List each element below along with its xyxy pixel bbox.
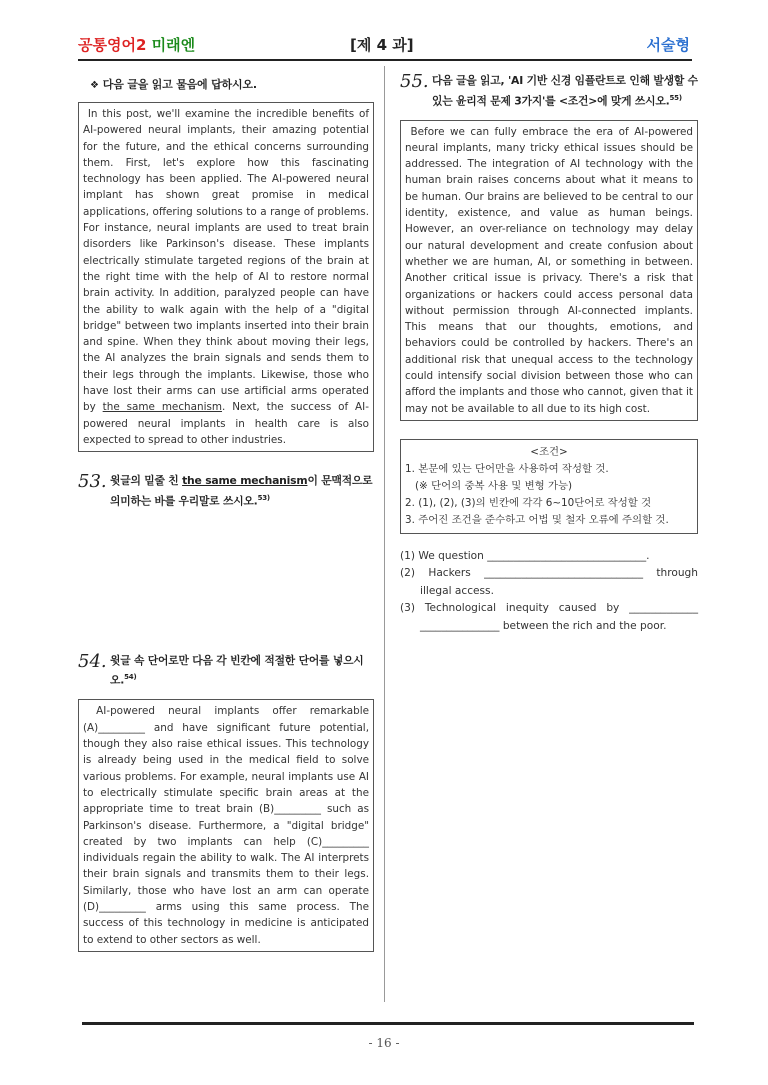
question-55-text [432,72,698,110]
question-type: 서술형 [646,36,690,54]
passage-1-after: . Next, the success of AI-powered neural implants in health care is also expected to spread to other industries. [83,401,369,446]
instruction-text: 다음 글을 읽고 물음에 답하시오. [102,78,257,91]
conditions-title: <조건> [530,445,568,458]
footer-rule [82,1022,694,1025]
right-column [400,72,698,635]
condition-2: 2. (1), (2), (3)의 빈칸에 각각 6~10단어로 작성할 것 [405,496,652,509]
publisher-name: 미래엔 [151,36,196,54]
q54-text: 윗글 속 단어로만 다음 각 빈칸에 적절한 단어를 넣으시오. [110,653,364,687]
subject-title [78,34,195,55]
answer-space-53 [78,510,374,652]
q53-underlined: the same mechanism [182,474,308,488]
question-54 [78,652,374,690]
answer-lines [400,548,698,636]
question-55-number: 55. [400,71,429,92]
question-53-text [110,472,374,510]
passage-1-underlined: the same mechanism [102,401,223,414]
q55-ref: 55) [669,93,682,102]
page-number: - 16 - [368,1036,400,1050]
instruction [90,76,374,92]
lesson-title: [제 4 과] [350,36,414,54]
passage-1-before: In this post, we'll examine the incredible benefits of AI-powered neural implants, their amazing potential for the future, and the ethical concerns surrounding them. First, let's explore how this fascinating technology has been applied. The AI-powered neural implant has shown great promise in medical applications, offering solutions to a range of problems. For instance, neural implants are used to treat brain disorders like Parkinson's disease. These implants electrically stimulate targeted regions of the brain at the right time with the help of AI to restore normal brain activity. In addition, paralyzed people can have the ability to walk again with the help of a "digital bridge" between two implants inserted into their brain and spine. When they think about moving their legs, the AI analyzes the brain signals and sends them to their legs through the implants. Likewise, those who have lost their arms can use artificial arms operated by [83,108,369,414]
left-column [78,72,374,952]
conditions-box [400,439,698,534]
question-53 [78,472,374,510]
diamond-bullet-icon: ❖ [90,80,99,91]
passage-box-2 [78,699,374,951]
q53-before: 윗글의 밑줄 친 [110,474,183,488]
question-55 [400,72,698,110]
answer-1: (1) We question ______________________________. [400,549,650,562]
condition-1: 1. 본문에 있는 단어만을 사용하여 작성할 것. [405,462,609,475]
q55-text: 다음 글을 읽고, 'AI 기반 신경 임플란트로 인해 발생할 수 있는 윤리적 문제 3가지'를 <조건>에 맞게 쓰시오. [432,74,698,108]
q53-ref: 53) [257,493,270,502]
answer-3: (3) Technological inequity caused by _____________ _______________ between the rich and the poor. [400,602,698,632]
answer-2: (2) Hackers ______________________________ through illegal access. [400,567,698,597]
question-54-text [110,652,374,690]
passage-2-text: AI-powered neural implants offer remarkable (A)_________ and have significant future potential, though they also raise ethical issues. This technology is already being used in the medical field to solve various problems. For example, neural implants use AI to electrically stimulate specific brain areas at the appropriate time to treat brain (B)_________ such as Parkinson's disease. Furthermore, a "digital bridge" created by two implants can help (C)_________ individuals regain the ability to walk. The AI interprets their brain signals and transmits them to their legs. Similarly, those who have lost an arm can operate (D)_________ arms using this same process. The success of this technology in medicine is anticipated to extend to other sectors as well. [83,705,370,946]
condition-3: 3. 주어진 조건을 준수하고 어법 및 철자 오류에 주의할 것. [405,513,669,526]
header-rule [78,59,692,61]
subject-name: 공통영어2 [78,36,147,54]
passage-3-text: Before we can fully embrace the era of AI-powered neural implants, many tricky ethical issues should be addressed. The integration of AI technology with the human brain raises concerns about what it means to be human. Our brains are believed to be central to our identity, existence, and value as human beings. However, an over-reliance on technology may delay our natural development and create confusion about whether we are human, AI, or something in between. Another critical issue is privacy. There's a risk that organizations or hackers could access personal data without permission through AI-connected implants. This means that our thoughts, emotions, and behaviors could be controlled by hackers. There's an additional risk that unequal access to the technology could intensify social division between those who can afford the implants and those who cannot, given that it may not be available to all due to its high cost. [405,125,693,415]
q54-ref: 54) [124,673,137,682]
question-54-number: 54. [78,650,107,672]
passage-box-3 [400,120,698,421]
page-header [78,28,692,62]
column-divider [384,66,385,1002]
passage-box-1 [78,102,374,452]
condition-1-note: (※ 단어의 중복 사용 및 변형 가능) [415,479,573,492]
q53-after: 이 문맥적으로 의미하는 바를 우리말로 쓰시오. [110,474,373,508]
question-53-number: 53. [78,471,107,493]
